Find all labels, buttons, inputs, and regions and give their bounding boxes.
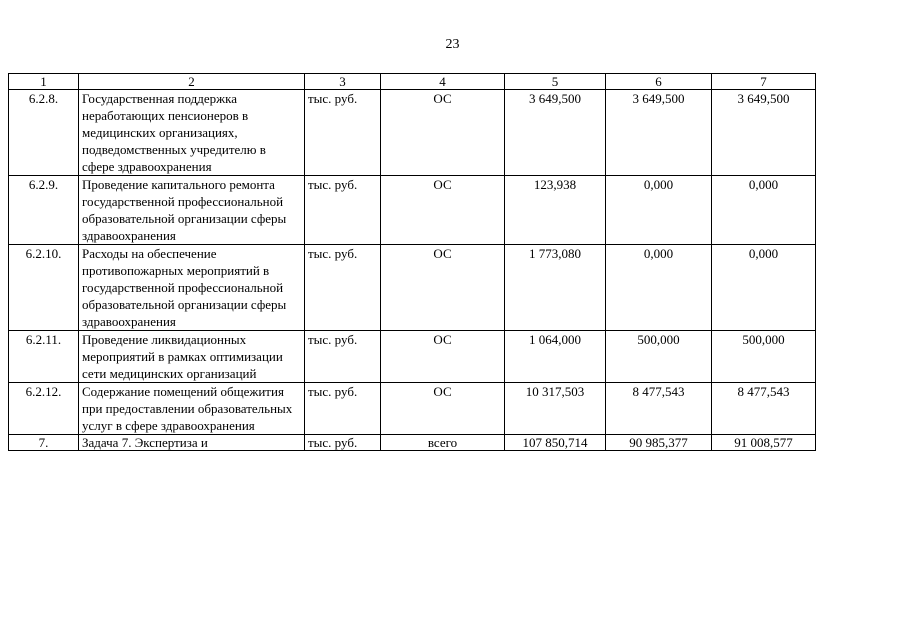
item-name: Проведение капитального ремонта государственной профессиональной образовательной организации сферы здравоохранения <box>79 176 305 245</box>
column-number: 3 <box>305 74 381 90</box>
item-funding-source: ОС <box>381 383 505 435</box>
column-number: 6 <box>606 74 712 90</box>
table-row <box>9 90 816 176</box>
table-row <box>9 245 816 331</box>
item-value-col7: 0,000 <box>712 176 816 245</box>
item-value-col7: 0,000 <box>712 245 816 331</box>
item-name: Содержание помещений общежития при предоставлении образовательных услуг в сфере здравоохранения <box>79 383 305 435</box>
item-value-col7: 3 649,500 <box>712 90 816 176</box>
item-name: Задача 7. Экспертиза и <box>79 435 305 451</box>
table-row <box>9 435 816 451</box>
item-value-col7: 500,000 <box>712 331 816 383</box>
item-value-col6: 90 985,377 <box>606 435 712 451</box>
item-number: 6.2.10. <box>9 245 79 331</box>
item-number: 6.2.9. <box>9 176 79 245</box>
item-name: Государственная поддержка неработающих пенсионеров в медицинских организациях, подведомственных учредителю в сфере здравоохранения <box>79 90 305 176</box>
table-row <box>9 331 816 383</box>
column-number: 1 <box>9 74 79 90</box>
item-value-col6: 500,000 <box>606 331 712 383</box>
item-unit: тыс. руб. <box>305 90 381 176</box>
table-row <box>9 383 816 435</box>
item-number: 6.2.11. <box>9 331 79 383</box>
item-value-col6: 0,000 <box>606 245 712 331</box>
column-number-row <box>9 74 816 90</box>
item-value-col6: 3 649,500 <box>606 90 712 176</box>
item-number: 7. <box>9 435 79 451</box>
item-unit: тыс. руб. <box>305 176 381 245</box>
item-name: Проведение ликвидационных мероприятий в рамках оптимизации сети медицинских организаций <box>79 331 305 383</box>
item-unit: тыс. руб. <box>305 331 381 383</box>
item-value-col5: 3 649,500 <box>505 90 606 176</box>
item-number: 6.2.8. <box>9 90 79 176</box>
item-name: Расходы на обеспечение противопожарных мероприятий в государственной профессиональной образовательной организации сферы здравоохранения <box>79 245 305 331</box>
column-number: 4 <box>381 74 505 90</box>
column-number: 7 <box>712 74 816 90</box>
item-unit: тыс. руб. <box>305 245 381 331</box>
item-funding-source: ОС <box>381 176 505 245</box>
item-funding-source: ОС <box>381 331 505 383</box>
item-funding-source: ОС <box>381 90 505 176</box>
item-funding-source: ОС <box>381 245 505 331</box>
item-value-col7: 91 008,577 <box>712 435 816 451</box>
column-number: 2 <box>79 74 305 90</box>
item-unit: тыс. руб. <box>305 383 381 435</box>
item-value-col7: 8 477,543 <box>712 383 816 435</box>
table-row <box>9 176 816 245</box>
page-number: 23 <box>445 37 460 52</box>
column-number: 5 <box>505 74 606 90</box>
budget-table <box>8 73 816 451</box>
item-value-col5: 10 317,503 <box>505 383 606 435</box>
item-value-col5: 123,938 <box>505 176 606 245</box>
item-funding-source: всего <box>381 435 505 451</box>
item-value-col6: 8 477,543 <box>606 383 712 435</box>
item-unit: тыс. руб. <box>305 435 381 451</box>
item-value-col5: 1 773,080 <box>505 245 606 331</box>
item-value-col6: 0,000 <box>606 176 712 245</box>
item-number: 6.2.12. <box>9 383 79 435</box>
item-value-col5: 107 850,714 <box>505 435 606 451</box>
item-value-col5: 1 064,000 <box>505 331 606 383</box>
